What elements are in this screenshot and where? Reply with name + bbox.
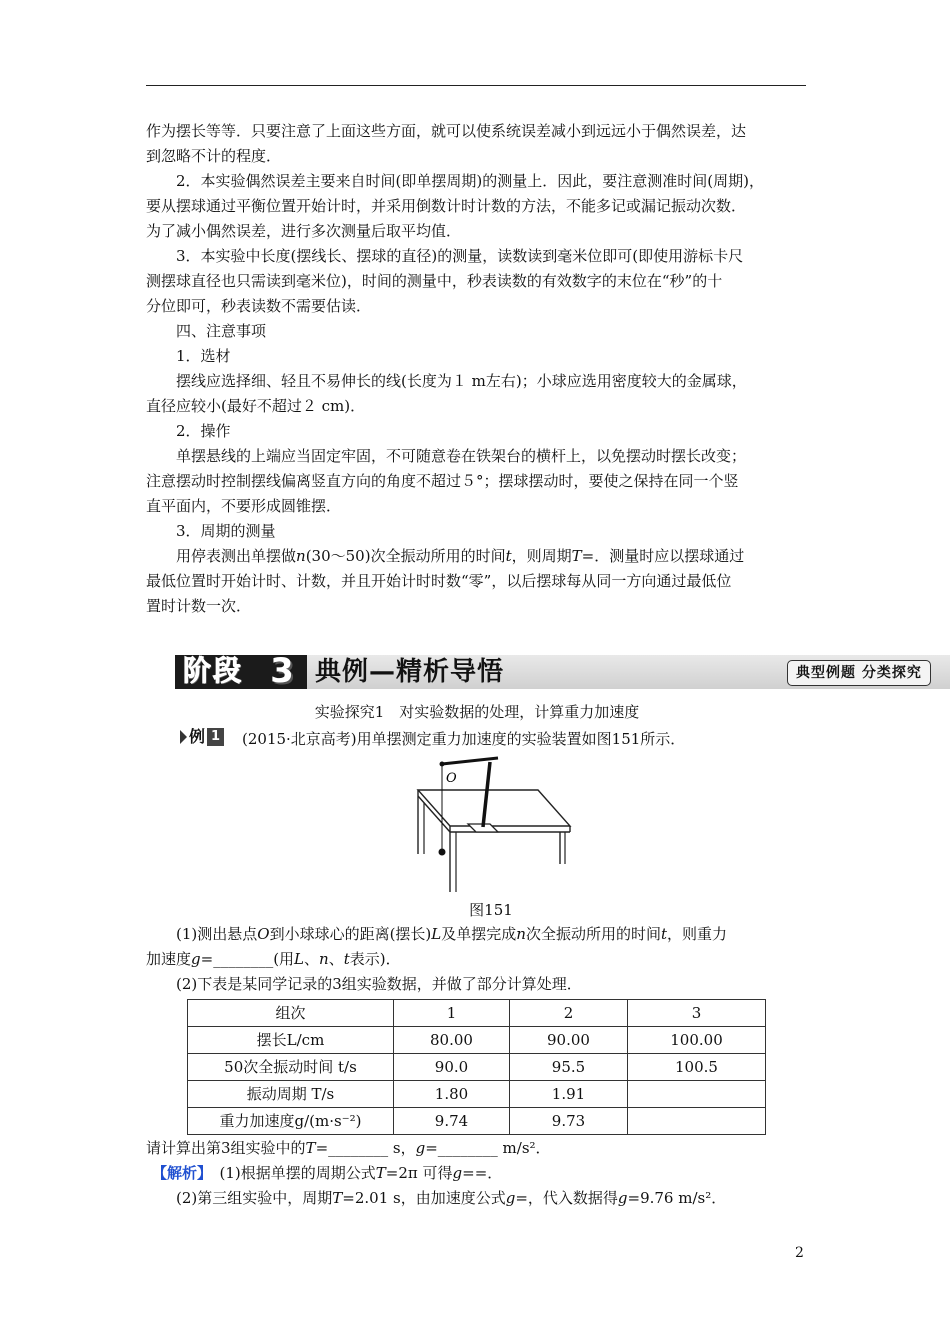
para2-line2: 要从摆球通过平衡位置开始计时，并采用倒数计时计数的方法，不能多记或漏记振动次数．: [146, 197, 747, 215]
table-row: [188, 1081, 766, 1108]
pendulum-figure: [410, 752, 580, 897]
table-cell: 100.00: [628, 1027, 766, 1054]
table-cell: 1.91: [510, 1081, 628, 1108]
calc-prompt: 请计算出第3组实验中的T=________ s，g=________ m/s²．: [146, 1139, 551, 1157]
section4-s2: 2．操作: [176, 422, 231, 440]
para1-line2: 到忽略不计的程度．: [146, 147, 282, 165]
table-row-label: 50次全振动时间 t/s: [188, 1054, 394, 1081]
example-text: (2015·北京高考)用单摆测定重力加速度的实验装置如图151所示．: [242, 730, 686, 748]
figure-caption: 图151: [469, 901, 513, 919]
stage-banner: [175, 653, 950, 691]
table-header-cell: 组次: [188, 1000, 394, 1027]
table-cell: 9.73: [510, 1108, 628, 1135]
question-1-line1: (1)测出悬点O到小球球心的距离(摆长)L及单摆完成n次全振动所用的时间t，则重力: [176, 925, 727, 943]
table-cell: 9.74: [394, 1108, 510, 1135]
table-row: [188, 1027, 766, 1054]
para3-line2: 测摆球直径也只需读到毫米位)，时间的测量中，秒表读数的有效数字的末位在“秒”的十: [146, 272, 723, 290]
section4-s1: 1．选材: [176, 347, 231, 365]
table-cell: 1.80: [394, 1081, 510, 1108]
banner-stage-number: 3: [270, 651, 294, 691]
point-o-label: O: [446, 771, 457, 786]
question-1-line2: 加速度g=________(用L、n、t表示)．: [146, 950, 401, 968]
para3-line1: 3．本实验中长度(摆线长、摆球的直径)的测量，读数读到毫米位即可(即使用游标卡尺: [176, 247, 744, 265]
data-table: [187, 999, 766, 1135]
table-cell: 90.00: [510, 1027, 628, 1054]
para2-line1: 2．本实验偶然误差主要来自时间(即单摆周期)的测量上．因此，要注意测准时间(周期)，: [176, 172, 764, 190]
table-cell: 90.0: [394, 1054, 510, 1081]
banner-title: 典例—精析导悟: [315, 657, 505, 687]
body-text-top: [146, 119, 808, 619]
section4-s3-line2: 最低位置时开始计时、计数，并且开始计时时数“零”，以后摆球每从同一方向通过最低位: [146, 572, 732, 590]
table-row: [188, 1054, 766, 1081]
section4-s3-line1: 用停表测出单摆做n(30～50)次全振动所用的时间t，则周期T=．测量时应以摆球通过: [176, 547, 745, 565]
page-number: 2: [795, 1245, 804, 1261]
table-cell: 95.5: [510, 1054, 628, 1081]
section4-s2-line1: 单摆悬线的上端应当固定牢固，不可随意卷在铁架台的横杆上，以免摆动时摆长改变；: [176, 447, 747, 465]
table-cell: 80.00: [394, 1027, 510, 1054]
table-row-label: 振动周期 T/s: [188, 1081, 394, 1108]
analysis-line1: 【解析】 (1)根据单摆的周期公式T=2π 可得g==．: [152, 1164, 503, 1182]
section4-s2-line2: 注意摆动时控制摆线偏离竖直方向的角度不超过５°；摆球摆动时，要使之保持在同一个竖: [146, 472, 739, 490]
section4-s1-line2: 直径应较小(最好不超过２ cm)．: [146, 397, 366, 415]
section4-heading: 四、注意事项: [176, 322, 267, 340]
table-row-label: 重力加速度g/(m·s⁻²): [188, 1108, 394, 1135]
para2-line3: 为了减小偶然误差，进行多次测量后取平均值．: [146, 222, 462, 240]
badge-arrow-icon: [180, 730, 187, 744]
para3-line3: 分位即可，秒表读数不需要估读．: [146, 297, 372, 315]
table-header-cell: 1: [394, 1000, 510, 1027]
table-row: [188, 1108, 766, 1135]
question-2: (2)下表是某同学记录的3组实验数据，并做了部分计算处理．: [176, 975, 582, 993]
example-badge: [180, 727, 224, 747]
header-rule: [146, 85, 806, 86]
question-block: [146, 922, 808, 997]
table-cell: [628, 1108, 766, 1135]
table-header-cell: 2: [510, 1000, 628, 1027]
table-cell: [628, 1081, 766, 1108]
banner-stage-label: 阶段: [183, 654, 244, 687]
section4-s3: 3．周期的测量: [176, 522, 276, 540]
analysis-label: 【解析】: [152, 1164, 205, 1182]
section4-s1-line1: 摆线应选择细、轻且不易伸长的线(长度为１ m左右)；小球应选用密度较大的金属球，: [176, 372, 747, 390]
table-row-label: 摆长L/cm: [188, 1027, 394, 1054]
table-header-row: [188, 1000, 766, 1027]
example-label: 例: [189, 727, 206, 746]
answer-block: [146, 1136, 808, 1211]
para1-line1: 作为摆长等等．只要注意了上面这些方面，就可以使系统误差减小到远远小于偶然误差，达: [146, 122, 747, 140]
banner-tag: 典型例题 分类探究: [787, 660, 931, 686]
analysis-line2: (2)第三组实验中，周期T=2.01 s，由加速度公式g=，代入数据得g=9.76 m/s²．: [176, 1189, 727, 1207]
example-number: 1: [207, 728, 224, 746]
pendulum-bob: [439, 849, 446, 856]
table-cell: 100.5: [628, 1054, 766, 1081]
section4-s3-line3: 置时计数一次．: [146, 597, 252, 615]
section-subtitle: 实验探究1 对实验数据的处理，计算重力加速度: [314, 703, 640, 721]
table-header-cell: 3: [628, 1000, 766, 1027]
section4-s2-line3: 直平面内，不要形成圆锥摆．: [146, 497, 342, 515]
